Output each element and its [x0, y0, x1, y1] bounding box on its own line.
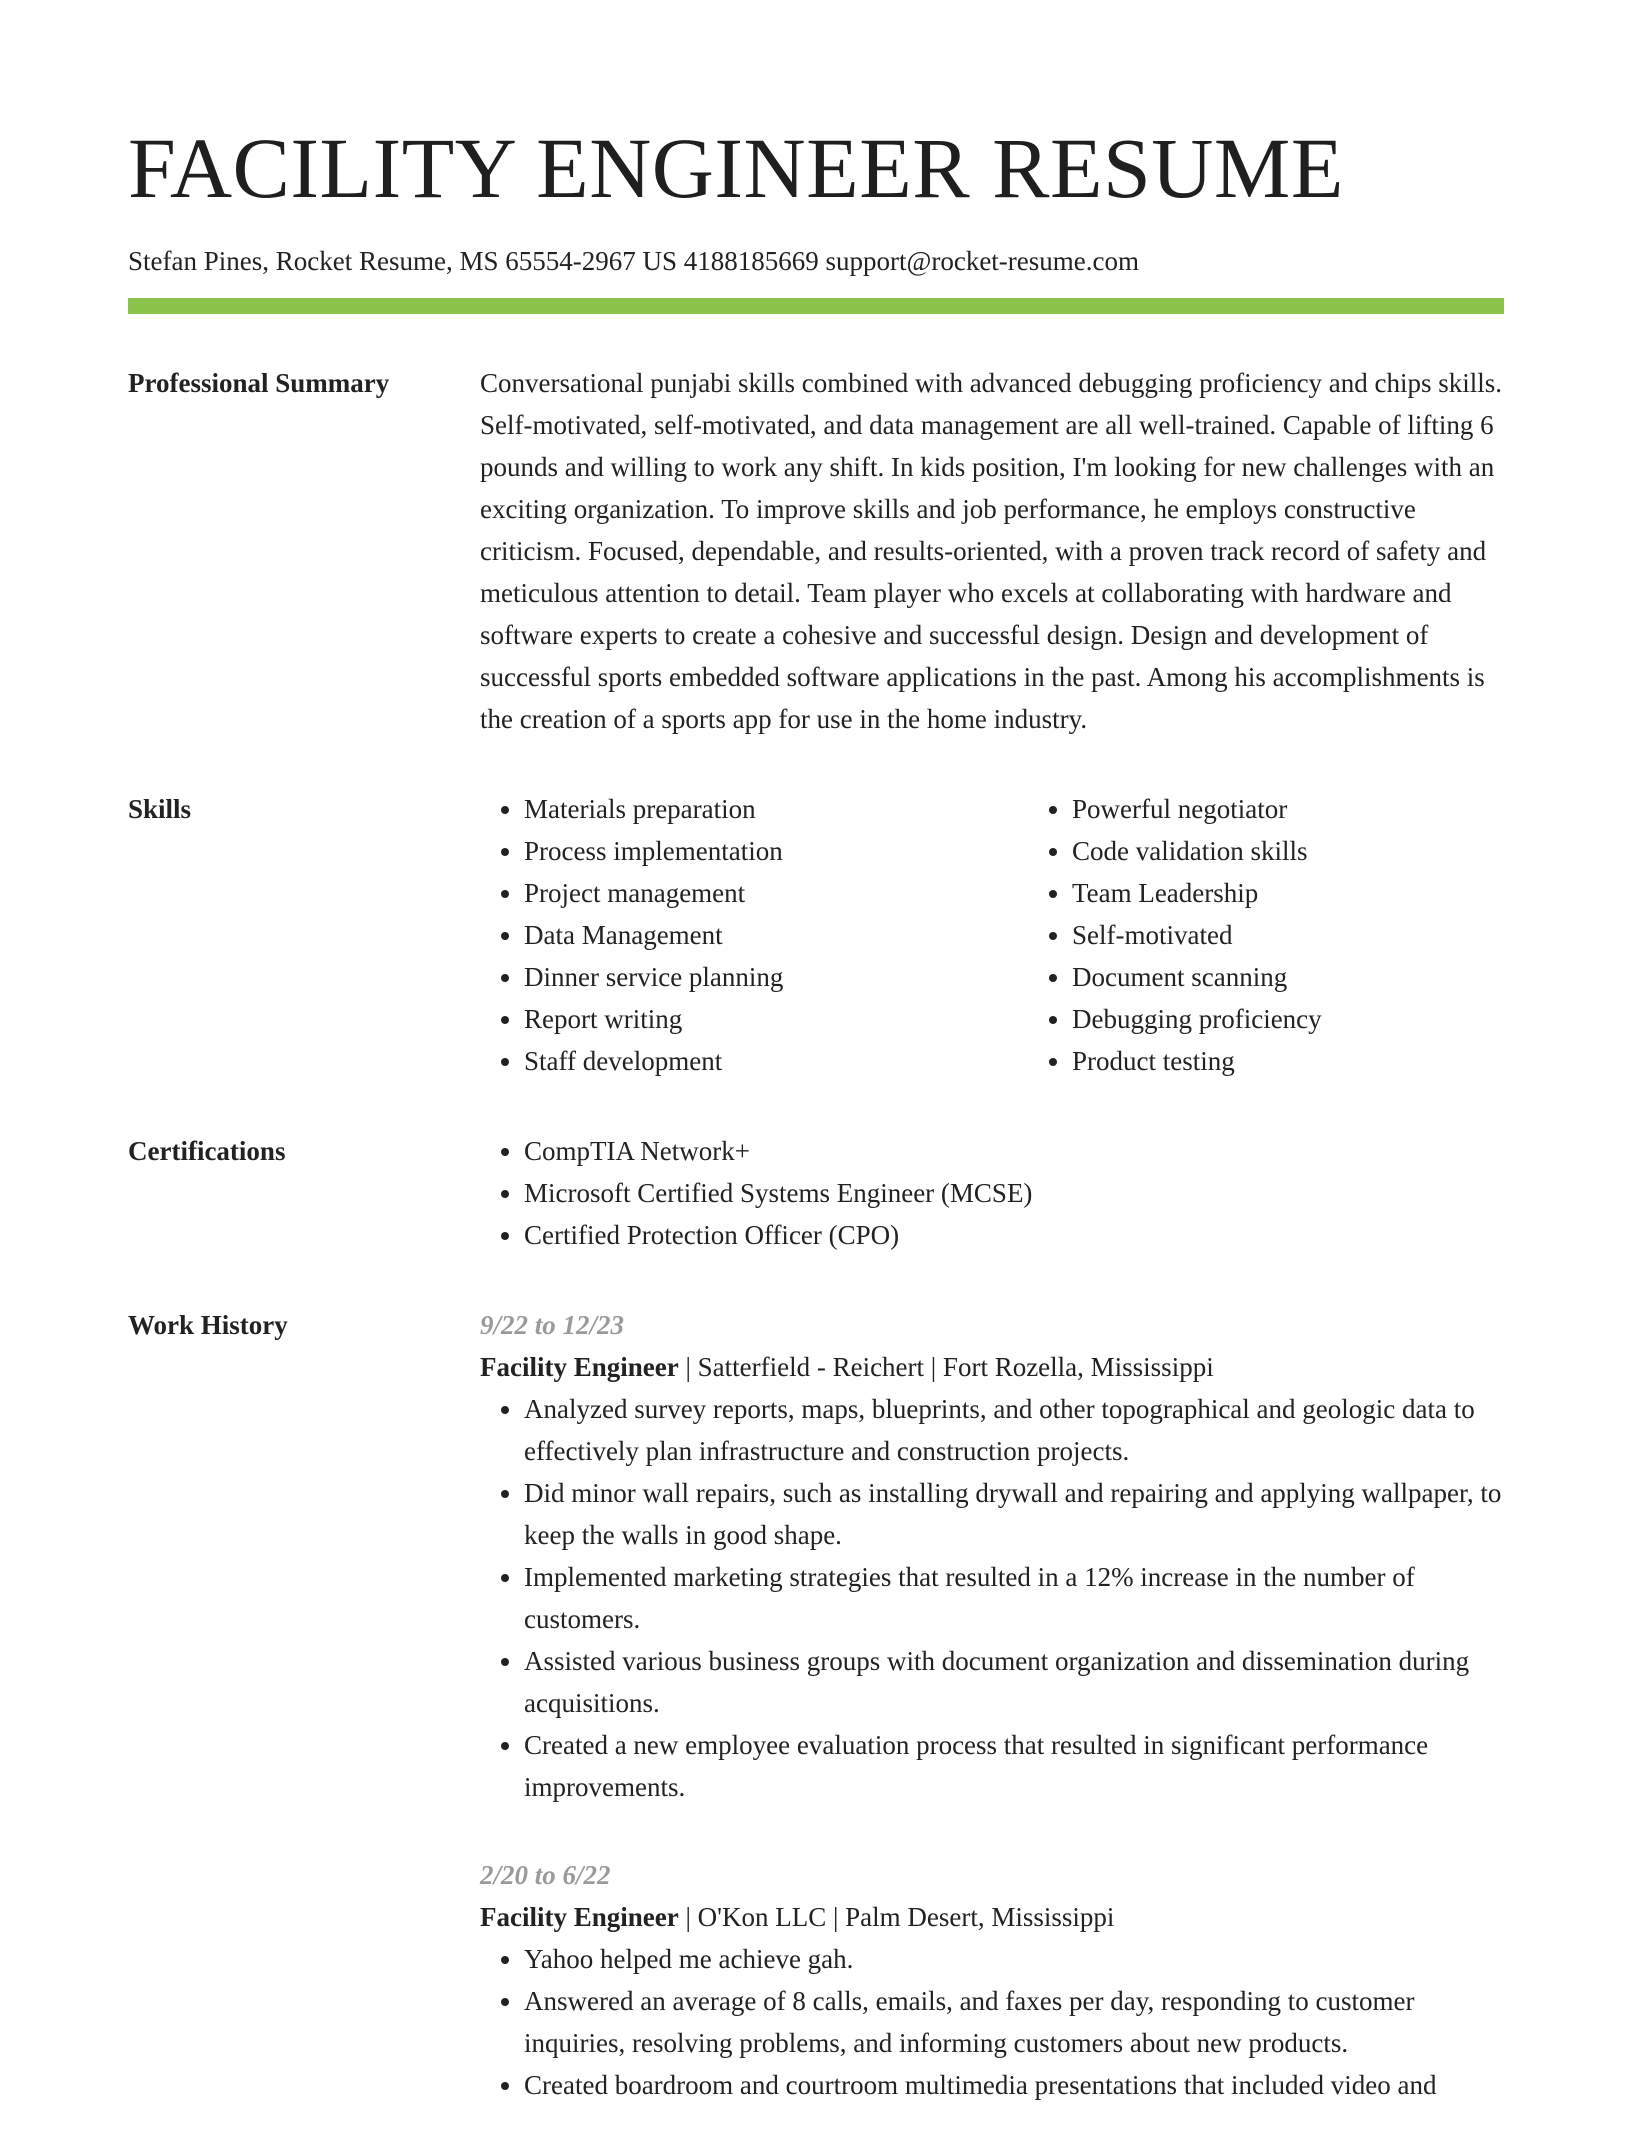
- job-bullets: [480, 1938, 1504, 2106]
- job-bullet: • Answered an average of 8 calls, emails, and faxes per day, responding to customer inquiries, resolving problems, and informing customers about new products.: [524, 1980, 1504, 2064]
- job-entry: [480, 1304, 1504, 1808]
- summary-section: [128, 362, 1504, 740]
- skill-item: • Debugging proficiency: [1072, 998, 1576, 1040]
- job-dates: 2/20 to 6/22: [480, 1860, 611, 1890]
- skill-item: • Powerful negotiator: [1072, 788, 1576, 830]
- certification-item: • CompTIA Network+: [524, 1130, 1504, 1172]
- skill-item: • Self-motivated: [1072, 914, 1576, 956]
- skills-grid: [480, 788, 1576, 1082]
- job-details: | Satterfield - Reichert | Fort Rozella, Mississippi: [678, 1352, 1214, 1382]
- skill-item: • Process implementation: [524, 830, 1028, 872]
- job-bullets: [480, 1388, 1504, 1808]
- certifications-section: [128, 1130, 1504, 1256]
- section-label-summary: Professional Summary: [128, 368, 390, 398]
- section-label-work-history: Work History: [128, 1310, 288, 1340]
- job-bullet: • Implemented marketing strategies that resulted in a 12% increase in the number of customers.: [524, 1556, 1504, 1640]
- certification-item: • Certified Protection Officer (CPO): [524, 1214, 1504, 1256]
- job-bullet: • Analyzed survey reports, maps, blueprints, and other topographical and geologic data to effectively plan infrastructure and construction projects.: [524, 1388, 1504, 1472]
- certifications-list: [480, 1130, 1504, 1256]
- accent-divider: [128, 298, 1504, 314]
- summary-content: [480, 362, 1504, 740]
- certifications-content: [480, 1130, 1504, 1256]
- job-bullet: • Created a new employee evaluation process that resulted in significant performance improvements.: [524, 1724, 1504, 1808]
- job-entry: [480, 1854, 1504, 2106]
- skill-item: • Product testing: [1072, 1040, 1576, 1082]
- job-title: Facility Engineer: [480, 1352, 679, 1382]
- contact-line: Stefan Pines, Rocket Resume, MS 65554-2967 US 4188185669 support@rocket-resume.com: [128, 246, 1139, 276]
- job-bullet: • Yahoo helped me achieve gah.: [524, 1938, 1504, 1980]
- job-heading: [480, 1896, 1504, 1938]
- skill-item: • Staff development: [524, 1040, 1028, 1082]
- skills-list-left: [480, 788, 1028, 1082]
- skill-item: • Report writing: [524, 998, 1028, 1040]
- work-history-section: [128, 1304, 1504, 2152]
- certification-item: • Microsoft Certified Systems Engineer (MCSE): [524, 1172, 1504, 1214]
- job-heading: [480, 1346, 1504, 1388]
- skill-item: • Materials preparation: [524, 788, 1028, 830]
- skill-item: • Code validation skills: [1072, 830, 1576, 872]
- job-title: Facility Engineer: [480, 1902, 679, 1932]
- skill-item: • Document scanning: [1072, 956, 1576, 998]
- skills-list-right: [1028, 788, 1576, 1082]
- resume-page: [128, 0, 1504, 2152]
- job-dates: 9/22 to 12/23: [480, 1310, 625, 1340]
- skills-section: [128, 788, 1504, 1082]
- work-history-content: [480, 1304, 1504, 2152]
- skill-item: • Team Leadership: [1072, 872, 1576, 914]
- job-bullet: • Did minor wall repairs, such as installing drywall and repairing and applying wallpaper, to keep the walls in good shape.: [524, 1472, 1504, 1556]
- skill-item: • Dinner service planning: [524, 956, 1028, 998]
- resume-title: FACILITY ENGINEER RESUME: [128, 120, 1344, 216]
- skill-item: • Project management: [524, 872, 1028, 914]
- section-label-certifications: Certifications: [128, 1136, 286, 1166]
- job-details: | O'Kon LLC | Palm Desert, Mississippi: [678, 1902, 1115, 1932]
- job-bullet: • Assisted various business groups with document organization and dissemination during acquisitions.: [524, 1640, 1504, 1724]
- job-bullet: • Created boardroom and courtroom multimedia presentations that included video and: [524, 2064, 1504, 2106]
- skill-item: • Data Management: [524, 914, 1028, 956]
- section-label-skills: Skills: [128, 794, 192, 824]
- summary-text: Conversational punjabi skills combined with advanced debugging proficiency and chips skills. Self-motivated, self-motivated, and data management are all well-trained. Capable of lifting 6 pounds and willing to work any shift. In kids position, I'm looking for new challenges with an exciting organization. To improve skills and job performance, he employs constructive criticism. Focused, dependable, and results-oriented, with a proven track record of safety and meticulous attention to detail. Team player who excels at collaborating with hardware and software experts to create a cohesive and successful design. Design and development of successful sports embedded software applications in the past. Among his accomplishments is the creation of a sports app for use in the home industry.: [480, 368, 1503, 734]
